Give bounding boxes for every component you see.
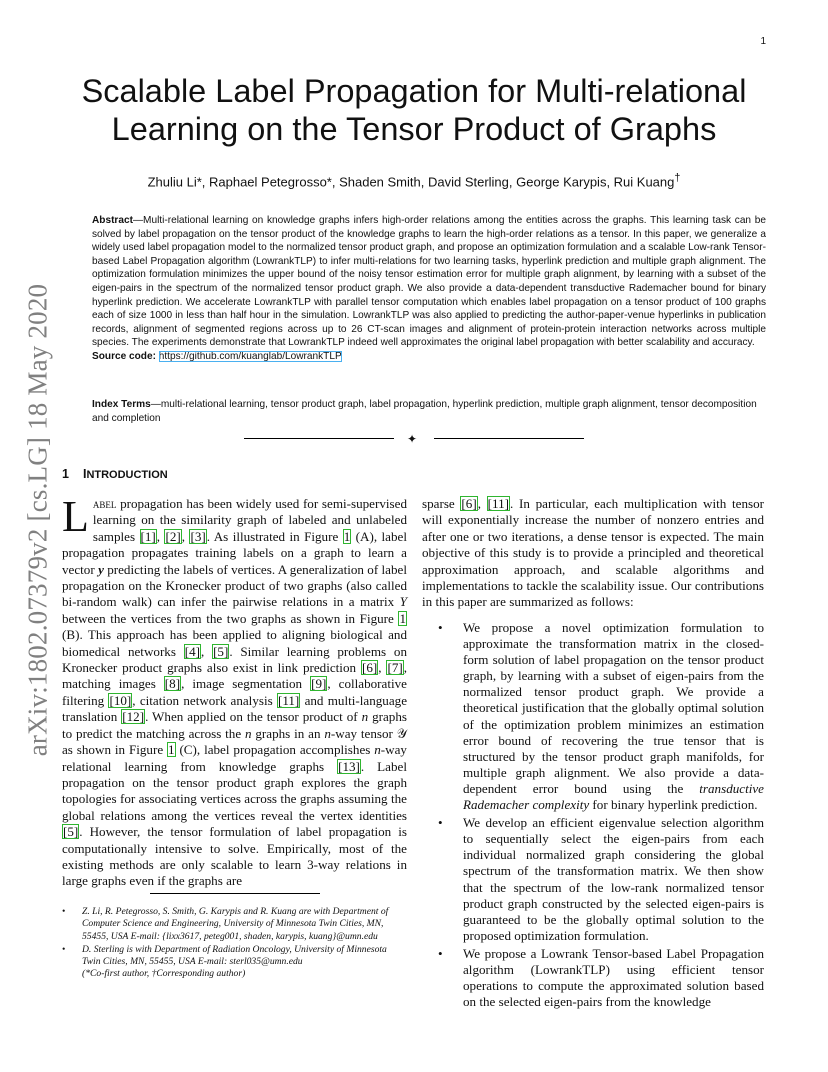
footnote-text: D. Sterling is with Department of Radiation Oncology, University of Minnesota Twin Cities, MN, 55455, USA E-mail: sterl035@umn.edu xyxy=(82,943,387,968)
source-code-link[interactable]: https://github.com/kuanglab/LowrankTLP xyxy=(158,350,342,362)
bullet-icon: • xyxy=(62,943,66,955)
figure-link[interactable]: 1 xyxy=(399,610,406,626)
index-terms-label: Index Terms xyxy=(92,399,151,410)
citation-link[interactable]: [9] xyxy=(311,676,327,692)
citation-link[interactable]: [8] xyxy=(164,676,181,692)
abstract-text: —Multi-relational learning on knowledge graphs infers high-order relations among the entities across the graphs. This learning task can be solved by label propagation on the tensor product of the knowledge graphs to learn the high-order relations as a tensor. In this paper, we generalize a widely used label propagation model to the normalized tensor product graph, and propose an optimization formulation and a scalable Low-rank Tensor-based Label Propagation algorithm (LowrankTLP) to infer multi-relations for two learning tasks, hyperlink prediction and multiple graph alignment. The optimization formulation minimizes the upper bound of the noisy tensor estimation error for multiple graph alignment, by learning with a subset of the eigen-pairs in the spectrum of the normalized tensor product graph. We also provide a data-dependent transductive Rademacher bound for binary hyperlink prediction. We accelerate LowrankTLP with parallel tensor computation which enables label propagation on a tensor product of 100 graphs each of size 1000 in less than half hour in the simulation. LowrankTLP was also applied to predicting the author-paper-venue hyperlinks in publication records, alignment of segmented regions across up to 26 CT-scan images and alignment of protein-protein interaction networks across multiple species. The experiments demonstrate that LowrankTLP indeed well approximates the original label propagation with better scalability and accuracy. xyxy=(92,215,766,349)
contributions-list xyxy=(438,620,764,1012)
author-names: Zhuliu Li*, Raphael Petegrosso*, Shaden Smith, David Sterling, George Karypis, Rui Kuang xyxy=(147,174,675,190)
divider-line-left xyxy=(244,438,394,439)
list-item: • We develop an efficient eigenvalue selection algorithm to sequentially select the eigen-pairs from each individual normalized graph considering the global spectrum of the transformation matrix. We then show that the spectrum of the low-rank normalized tensor product graph constructed by the selected eigen-pairs is guaranteed to be the globally optimal solution to the proposed optimization formulation. xyxy=(438,815,764,943)
source-code-label: Source code: xyxy=(92,350,156,362)
section-heading-introduction xyxy=(62,467,168,481)
citation-link[interactable]: [6] xyxy=(361,660,378,676)
section-divider xyxy=(244,432,584,444)
bullet-icon: • xyxy=(438,945,443,961)
footnote-rule xyxy=(150,893,320,894)
citation-link[interactable]: [11] xyxy=(487,496,510,511)
citation-link[interactable]: [6] xyxy=(461,496,477,511)
list-item: • We propose a novel optimization formulation to approximate the transformation matrix in the closed-form solution of label propagation on the tensor product graph, by learning with a subset of eigen-pairs from the normalized tensor product graph. We provide a theoretical justification that the globally optimal solution of the optimization problem minimizes an estimation error bound of recovering the true tensor that is structured by the tensor product graph manifolds, for multiple graph alignment. We also provide a data-dependent error bound using the transductive Rademacher complexity for binary hyperlink prediction. xyxy=(438,620,764,813)
citation-link[interactable]: [5] xyxy=(63,824,79,840)
footnote-item xyxy=(62,944,407,981)
intro-column-right: sparse [6], [11]. In particular, each multiplication with tensor will exponentially increase the number of nonzero entries and after one or two iterations, a dense tensor is expected. The main objective of this study is to provide a principled and theoretical approximation approach, and scalable algorithms and implementations to tackle the scalability issue. Our contributions in this paper are summarized as follows: xyxy=(422,496,764,610)
divider-diamond-icon: ✦ xyxy=(407,432,418,446)
abstract-label: Abstract xyxy=(92,215,133,226)
drop-cap: L xyxy=(62,492,89,541)
index-terms xyxy=(92,398,766,425)
citation-link[interactable]: [5] xyxy=(213,643,229,659)
citation-link[interactable]: [7] xyxy=(387,660,403,676)
figure-link[interactable]: 1 xyxy=(168,742,175,758)
section-number: 1 xyxy=(62,467,69,481)
footnote-item xyxy=(62,906,407,943)
footnotes xyxy=(62,906,407,982)
citation-link[interactable]: [13] xyxy=(338,758,360,774)
bullet-icon: • xyxy=(438,815,443,831)
footnote-text: Z. Li, R. Petegrosso, S. Smith, G. Karypis and R. Kuang are with Department of Computer Science and Engineering, University of Minnesota Twin Cities, MN, 55455, USA E-mail: {lixx3617, peteg001, shaden, karypis, kuang}@umn.edu xyxy=(82,906,389,942)
bullet-icon: • xyxy=(62,906,66,917)
divider-line-right xyxy=(434,438,584,439)
arxiv-stamp-text: arXiv:1802.07379v2 [cs.LG] 18 May 2020 xyxy=(22,283,53,757)
citation-link[interactable]: [10] xyxy=(109,692,132,708)
author-list xyxy=(70,172,758,189)
page-number: 1 xyxy=(760,36,766,47)
citation-link[interactable]: [12] xyxy=(122,709,145,725)
section-title-rest: NTRODUCTION xyxy=(86,469,168,481)
bullet-icon: • xyxy=(438,620,443,635)
citation-link[interactable]: [3] xyxy=(190,528,206,544)
citation-link[interactable]: [4] xyxy=(184,643,201,659)
arxiv-stamp xyxy=(18,280,58,760)
title-line-2: Learning on the Tensor Product of Graphs xyxy=(111,111,717,147)
citation-link[interactable]: [2] xyxy=(165,528,181,544)
list-item: • We propose a Lowrank Tensor-based Label Propagation algorithm (LowrankTLP) using efficient tensor operations to compute the approximated solution based on the selected eigen-pairs from the knowledge xyxy=(438,945,764,1010)
figure-link[interactable]: 1 xyxy=(343,528,351,544)
corresponding-mark: † xyxy=(674,172,681,184)
title-line-1: Scalable Label Propagation for Multi-relational xyxy=(81,73,747,109)
co-first-author-note: (*Co-first author, †Corresponding author) xyxy=(82,968,246,980)
section-title-initial: I xyxy=(82,467,87,481)
citation-link[interactable]: [1] xyxy=(140,528,156,544)
index-terms-text: —multi-relational learning, tensor product graph, label propagation, hyperlink prediction, multiple graph alignment, tensor decomposition and completion xyxy=(92,399,757,424)
paper-title xyxy=(70,72,758,148)
abstract xyxy=(92,214,766,364)
intro-column-left: Label propagation has been widely used for semi-supervised learning on the similarity graph of labeled and unlabeled samples [1], [2], [3]. As illustrated in Figure 1 (A), label propagation propagates training labels on a graph to learn a vector y predicting the labels of vertices. A generalization of label propagation on the Kronecker product of two graphs (also called bi-random walk) can infer the pairwise relations in a matrix Y between the vertices from the two graphs as shown in Figure 1 (B). This approach has been applied to aligning biological and biomedical networks [4], [5]. Similar learning problems on Kronecker product graphs also exist in link prediction [6], [7], matching images [8], image segmentation [9], collaborative filtering [10], citation network analysis [11] and multi-language translation [12]. When applied on the tensor product of n graphs to predict the matching across the n graphs in an n-way tensor 𝒴 as shown in Figure 1 (C), label propagation accomplishes n-way relational learning from knowledge graphs [13]. Label propagation on the tensor product graph explores the graph topologies for associating vertices across the graphs assuming the global relations among the vertices reveal the vertex identities [5]. However, the tensor formulation of label propagation is computationally intensive to solve. Empirically, most of the existing methods are only scalable to learn 3-way relations in large graphs even if the graphs are xyxy=(62,492,408,889)
citation-link[interactable]: [11] xyxy=(277,692,300,708)
